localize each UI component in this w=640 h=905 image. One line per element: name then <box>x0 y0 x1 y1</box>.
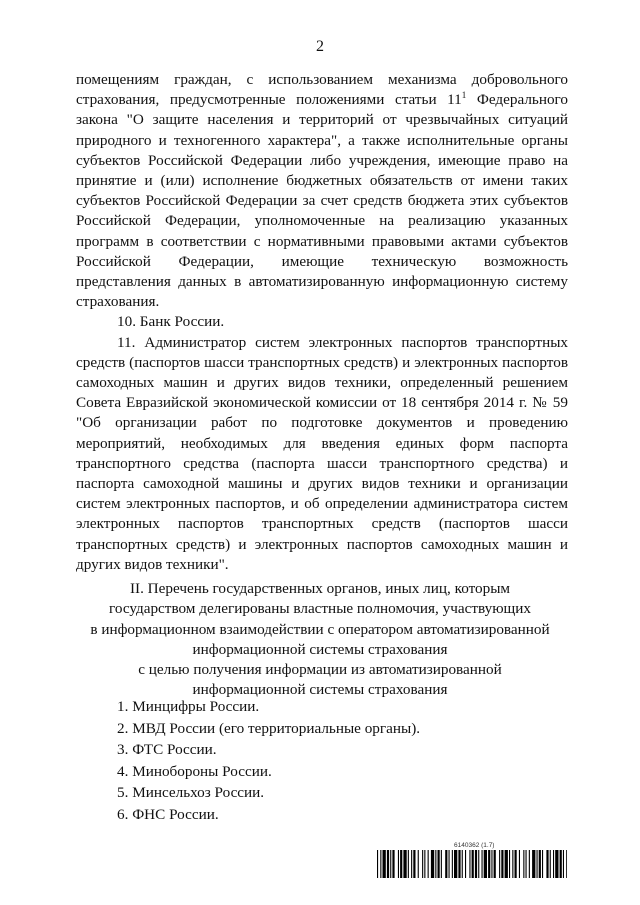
heading-line: в информационном взаимодействии с оператором автоматизированной <box>90 620 550 638</box>
list-item-11: 11. Администратор систем электронных паспортов транспортных средств (паспортов шасси транспортных средств) и электронных паспортов самоходных машин и других видов техники, определенный решением Совета Евразийской экономической комиссии от 18 сентября 2014 г. № 59 "Об организации работ по подготовке документов и проведению мероприятий, необходимых для введения единых форм паспорта транспортного средства (паспорта шасси транспортного средства) и паспорта самоходной машины и других видов техники и организации систем электронных паспортов, и об определении администратора систем электронных паспортов транспортных средств (паспортов шасси транспортных средств) и электронных паспортов самоходных машин и других видов техники". <box>76 333 568 573</box>
paragraph-continued <box>76 70 568 312</box>
barcode-label: 6140362 (1.7) <box>454 842 495 849</box>
list-item: 5. Минсельхоз России. <box>117 784 265 801</box>
list-item: 4. Минобороны России. <box>117 762 272 780</box>
superscript: 1 <box>461 90 467 101</box>
page-number: 2 <box>316 38 324 55</box>
list-item-10: 10. Банк России. <box>117 313 225 331</box>
list-item: 1. Минцифры России. <box>117 698 260 715</box>
heading-line: государством делегированы властные полномочия, участвующих <box>109 600 531 618</box>
barcode <box>377 850 567 878</box>
heading-line: с целью получения информации из автоматизированной <box>138 661 502 679</box>
section-heading <box>60 579 580 701</box>
body-text <box>76 70 568 575</box>
list-item: 3. ФТС России. <box>117 741 217 758</box>
list-item: 2. МВД России (его территориальные органы). <box>117 719 421 737</box>
agencies-list <box>117 696 420 825</box>
heading-line: информационной системы страхования <box>192 681 448 699</box>
list-item: 6. ФНС России. <box>117 805 219 823</box>
heading-line: информационной системы страхования <box>192 640 448 658</box>
paragraph-text-part1: помещениям граждан, с использованием механизма добровольного страхования, предусмотренные положениями статьи 11 <box>76 71 568 109</box>
heading-line: II. Перечень государственных органов, иных лиц, которым <box>129 580 511 597</box>
paragraph-text-part2: Федерального закона "О защите населения и территорий от чрезвычайных ситуаций природного и техногенного характера", а также исполнительные органы субъектов Российской Федерации либо учреждения, имеющие право на принятие и (или) исполнение бюджетных обязательств от имени таких субъектов Российской Федерации за счет средств бюджета этих субъектов Российской Федерации, уполномоченные на реализацию указанных программ в соответствии с нормативными правовыми актами субъектов Российской Федерации, имеющие техническую возможность представления данных в автоматизированную информационную систему страхования. <box>76 91 568 311</box>
